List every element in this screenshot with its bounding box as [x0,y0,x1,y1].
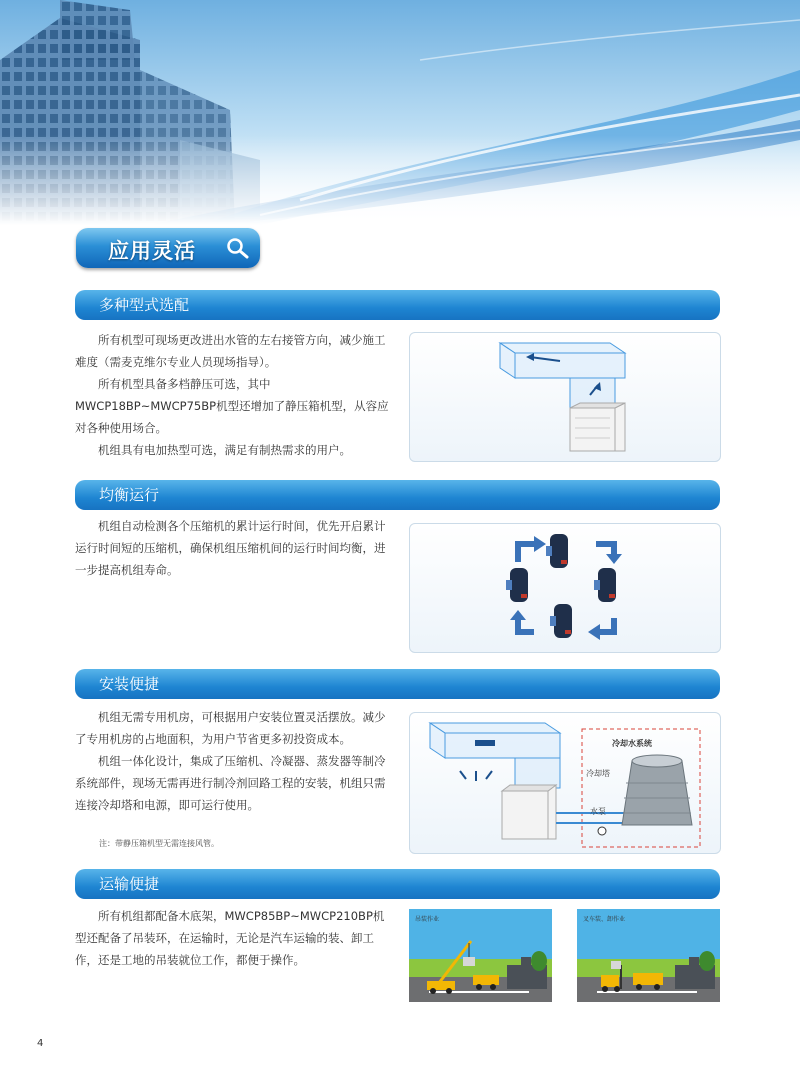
paragraph: 机组具有电加热型可选，满足有制热需求的用户。 [98,443,351,457]
paragraph: 机组自动检测各个压缩机的累计运行时间，优先开启累计运行时间短的压缩机，确保机组压缩机间的运行时间均衡，进一步提高机组寿命。 [75,519,386,577]
duct-unit-illustration [409,332,721,462]
install-system-illustration [409,712,721,854]
paragraph: 机组一体化设计，集成了压缩机、冷凝器、蒸发器等制冷系统部件，现场无需再进行制冷剂回路工程的安装，机组只需连接冷却塔和电源，即可运行使用。 [75,754,386,812]
section-bar-options [75,290,720,320]
title-badge-text: 应用灵活 [108,239,196,263]
title-badge [76,228,260,268]
paragraph: 所有机型可现场更改进出水管的左右接管方向，减少施工难度（需麦克维尔专业人员现场指导）。 [75,333,386,369]
scene-label: 吊装作业 [415,916,440,923]
crane-lifting-scene [409,909,552,1002]
scene-label: 叉车装、卸作业 [583,916,626,923]
section-title: 安装便捷 [99,675,160,693]
section-text-install [75,706,395,816]
paragraph: 机组无需专用机房，可根据用户安装位置灵活摆放。减少了专用机房的占地面积，为用户节省更多初投资成本。 [75,710,386,746]
magnifier-icon [226,237,250,259]
install-note: 注：带静压箱机型无需连接风管。 [99,839,219,848]
forklift-scene [577,909,720,1002]
section-text-transport [75,905,387,971]
section-bar-install [75,669,720,699]
section-text-balanced [75,515,395,581]
compressor-rotation-illustration [409,523,721,653]
cooling-tower-label: 冷却塔 [586,769,610,778]
section-title: 运输便捷 [99,875,160,893]
section-title: 多种型式选配 [99,296,190,314]
section-text-options [75,329,395,461]
paragraph: 所有机型具备多档静压可选，其中MWCP18BP~MWCP75BP机型还增加了静压箱机型，从容应对各种使用场合。 [75,377,389,435]
pump-label: 水泵 [590,807,606,816]
section-bar-transport [75,869,720,899]
page-number: 4 [37,1038,44,1049]
cooling-system-label: 冷却水系统 [612,739,652,748]
header-banner-image [0,0,800,225]
section-title: 均衡运行 [99,486,160,504]
section-bar-balanced [75,480,720,510]
paragraph: 所有机组都配备木底架，MWCP85BP~MWCP210BP机型还配备了吊装环，在运输时，无论是汽车运输的装、卸工作，还是工地的吊装就位工作，都便于操作。 [75,909,385,967]
